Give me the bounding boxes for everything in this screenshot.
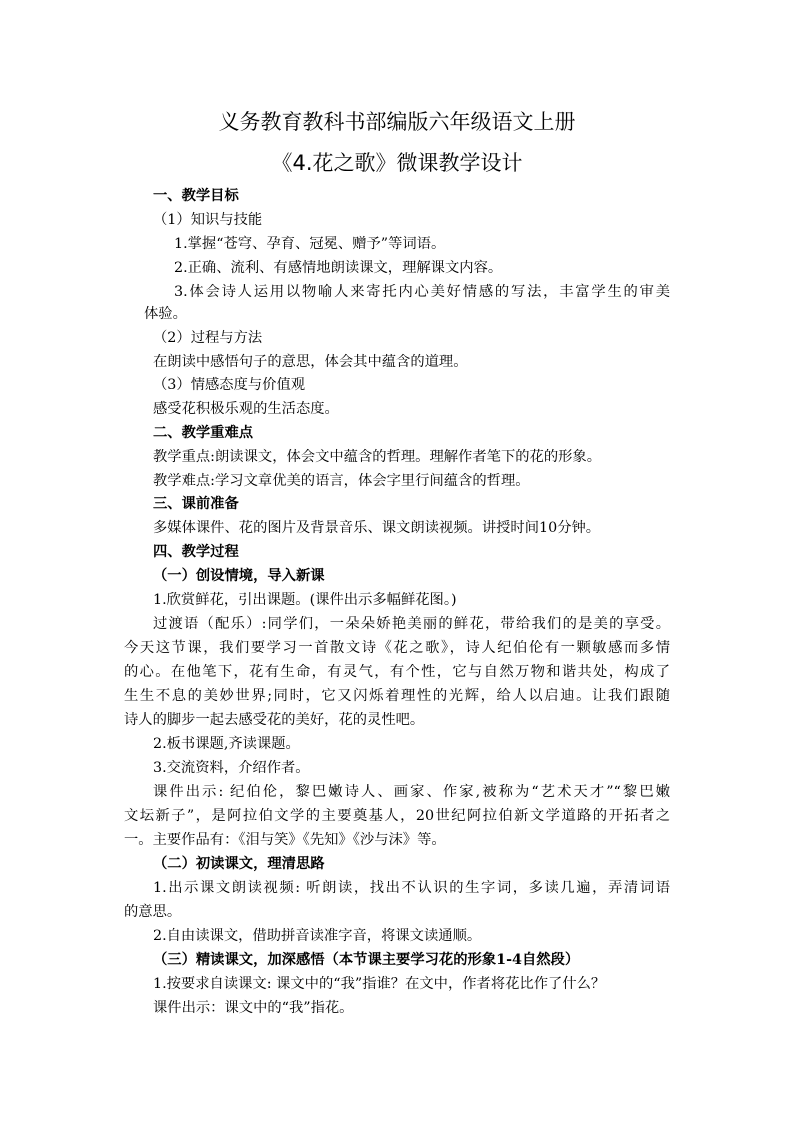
step-heading-1: （一）创设情境，导入新课 (153, 568, 325, 584)
step-1-item-2: 2.板书课题,齐读课题。 (153, 736, 300, 752)
subheading-knowledge: （1）知识与技能 (153, 212, 263, 228)
section-heading-keypoints: 二、教学重难点 (153, 425, 254, 441)
step-heading-3: （三）精读课文，加深感悟（本节课主要学习花的形象1-4自然段） (153, 952, 580, 968)
transition-text-line-5: 诗人的脚步一起去感受花的美好，花的灵性吧。 (124, 712, 425, 728)
keypoint-focus: 教学重点:朗读课文，体会文中蕴含的哲理。理解作者笔下的花的形象。 (153, 449, 602, 465)
step-2-item-1-cont: 的意思。 (124, 904, 182, 920)
objective-item-2: 2.正确、流利、有感情地朗读课文，理解课文内容。 (174, 260, 503, 276)
transition-text-line-2: 今天这节课，我们要学习一首散文诗《花之歌》，诗人纪伯伦有一颗敏感而多情 (124, 640, 670, 656)
step-3-courseware: 课件出示：课文中的“我”指花。 (153, 1000, 354, 1016)
section-heading-preparation: 三、课前准备 (153, 496, 239, 512)
author-intro-line-3: 一。主要作品有：《泪与笑》《先知》《沙与沫》等。 (124, 832, 446, 848)
keypoint-difficulty: 教学难点:学习文章优美的语言，体会字里行间蕴含的哲理。 (153, 473, 530, 489)
step-3-item-1: 1.按要求自读课文: 课文中的“我”指谁？在文中，作者将花比作了什么？ (153, 976, 606, 992)
transition-text-line-3: 的心。在他笔下，花有生命，有灵气，有个性，它与自然万物和谐共处，构成了 (124, 664, 670, 680)
objective-item-3-cont: 体验。 (144, 306, 187, 322)
document-subtitle: 《4.花之歌》微课教学设计 (271, 151, 523, 175)
preparation-text: 多媒体课件、花的图片及背景音乐、课文朗读视频。讲授时间10分钟。 (153, 520, 601, 536)
section-heading-process: 四、教学过程 (153, 544, 239, 560)
section-heading-objectives: 一、教学目标 (153, 188, 239, 204)
attitude-text: 感受花积极乐观的生活态度。 (153, 401, 339, 417)
process-text: 在朗读中感悟句子的意思，体会其中蕴含的道理。 (153, 354, 468, 370)
step-1-item-1: 1.欣赏鲜花，引出课题。(课件出示多幅鲜花图。) (153, 592, 457, 608)
objective-item-3: 3.体会诗人运用以物喻人来寄托内心美好情感的写法，丰富学生的审美 (174, 284, 670, 300)
objective-item-1: 1.掌握“苍穹、孕育、冠冕、赠予”等词语。 (174, 236, 446, 252)
step-2-item-1: 1.出示课文朗读视频: 听朗读，找出不认识的生字词，多读几遍，弄清词语 (153, 880, 670, 896)
step-heading-2: （二）初读课文，理清思路 (153, 856, 325, 872)
subheading-attitude: （3）情感态度与价值观 (153, 377, 306, 393)
author-intro-line-1: 课件出示: 纪伯伦，黎巴嫩诗人、画家、作家,被称为“艺术天才”“黎巴嫩 (153, 784, 670, 800)
step-1-item-3: 3.交流资料，介绍作者。 (153, 760, 310, 776)
author-intro-line-2: 文坛新子”，是阿拉伯文学的主要奠基人，20世纪阿拉伯新文学道路的开拓者之 (124, 808, 670, 824)
transition-text-line-1: 过渡语（配乐）:同学们，一朵朵娇艳美丽的鲜花，带给我们的是美的享受。 (153, 616, 670, 632)
transition-text-line-4: 生生不息的美妙世界;同时，它又闪烁着理性的光辉，给人以启迪。让我们跟随 (124, 688, 670, 704)
document-title: 义务教育教科书部编版六年级语文上册 (218, 110, 576, 134)
step-2-item-2: 2.自由读课文，借助拼音读准字音，将课文读通顺。 (153, 928, 482, 944)
subheading-process: （2）过程与方法 (153, 330, 263, 346)
